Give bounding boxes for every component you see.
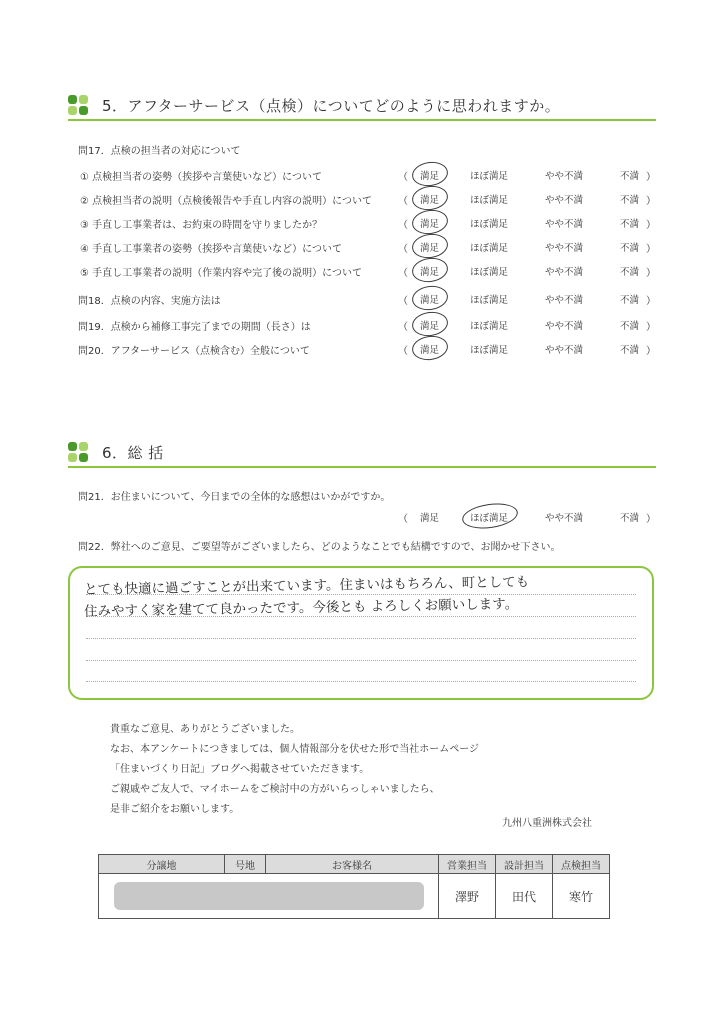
clover-icon (68, 442, 90, 464)
staff-table (98, 854, 610, 919)
option-q17-3-4[interactable]: 不満 (620, 219, 640, 230)
paren-open: （ (398, 196, 408, 207)
paren-open: （ (398, 220, 408, 231)
option-q18-1[interactable]: 満足 (420, 295, 440, 306)
section-6-rule (68, 466, 656, 468)
thanks-line-4: ご親戚やご友人で、マイホームをご検討中の方がいらっしゃいましたら、 (110, 784, 440, 795)
section-5-rule (68, 119, 656, 121)
paren-open: （ (398, 346, 408, 357)
comment-line-2: 住みやすく家を建てて良かったです。今後とも よろしくお願いします。 (83, 596, 519, 620)
paren-close: ） (646, 346, 656, 357)
option-q17-3-1[interactable]: 満足 (420, 219, 440, 230)
q17-item-2: ② 点検担当者の説明（点検後報告や手直し内容の説明）について (80, 196, 372, 207)
option-q19-4[interactable]: 不満 (620, 321, 640, 332)
paren-open: （ (398, 268, 408, 279)
thanks-line-2: なお、本アンケートにつきましては、個人情報部分を伏せた形で当社ホームページ (110, 744, 479, 755)
selected-circle-mark (411, 184, 450, 213)
selected-circle-mark (411, 284, 450, 313)
option-q19-3[interactable]: やや不満 (545, 321, 584, 332)
header-lot: 分譲地 (99, 855, 225, 874)
comment-line-1: とても快適に過ごすことが出来ています。住まいはもちろん、町としても (83, 574, 530, 598)
option-q18-3[interactable]: やや不満 (545, 295, 584, 306)
option-q17-2-1[interactable]: 満足 (420, 195, 440, 206)
option-q17-4-1[interactable]: 満足 (420, 243, 440, 254)
option-q17-1-2[interactable]: ほぼ満足 (470, 171, 509, 182)
option-q17-1-3[interactable]: やや不満 (545, 171, 584, 182)
header-inspection: 点検担当 (553, 855, 610, 874)
option-q17-4-2[interactable]: ほぼ満足 (470, 243, 509, 254)
paren-close: ） (646, 244, 656, 255)
company-name: 九州八重洲株式会社 (502, 818, 592, 829)
section-5-header (68, 93, 656, 119)
clover-icon (68, 95, 90, 117)
paren-close: ） (646, 196, 656, 207)
section-6-title: 6．総 括 (102, 444, 164, 462)
selected-circle-mark (411, 334, 450, 363)
sales-staff: 澤野 (439, 874, 496, 919)
selected-circle-mark (411, 208, 450, 237)
paren-close: ） (646, 268, 656, 279)
option-q17-5-3[interactable]: やや不満 (545, 267, 584, 278)
option-q17-5-2[interactable]: ほぼ満足 (470, 267, 509, 278)
selected-circle-mark (411, 160, 450, 189)
option-q17-1-4[interactable]: 不満 (620, 171, 640, 182)
option-q17-3-2[interactable]: ほぼ満足 (470, 219, 509, 230)
q17-title: 問17．点検の担当者の対応について (78, 146, 241, 157)
q22-label: 問22．弊社へのご意見、ご要望等がございましたら、どのようなことでも結構ですので、お聞かせ下さい。 (78, 542, 561, 553)
option-q19-1[interactable]: 満足 (420, 321, 440, 332)
q20-label: 問20．アフターサービス（点検含む）全般について (78, 346, 310, 357)
q17-item-5: ⑤ 手直し工事業者の説明（作業内容や完了後の説明）について (80, 268, 362, 279)
paren-open: （ (398, 514, 408, 525)
option-q20-2[interactable]: ほぼ満足 (470, 345, 509, 356)
option-q21-1[interactable]: 満足 (420, 513, 440, 524)
q17-item-4: ④ 手直し工事業者の姿勢（挨拶や言葉使いなど）について (80, 244, 342, 255)
option-q20-4[interactable]: 不満 (620, 345, 640, 356)
header-design: 設計担当 (496, 855, 553, 874)
paren-open: （ (398, 244, 408, 255)
option-q21-2[interactable]: ほぼ満足 (470, 513, 509, 524)
q17-item-3: ③ 手直し工事業者は、お約束の時間を守りましたか？ (80, 220, 323, 231)
option-q17-4-4[interactable]: 不満 (620, 243, 640, 254)
option-q17-3-3[interactable]: やや不満 (545, 219, 584, 230)
selected-circle-mark (461, 500, 520, 532)
header-lot-number: 号地 (225, 855, 266, 874)
option-q20-1[interactable]: 満足 (420, 345, 440, 356)
section-6-header (68, 440, 656, 466)
paren-open: （ (398, 322, 408, 333)
option-q17-2-3[interactable]: やや不満 (545, 195, 584, 206)
paren-close: ） (646, 514, 656, 525)
selected-circle-mark (411, 310, 450, 339)
section-5-title: 5．アフターサービス（点検）についてどのように思われますか。 (102, 97, 561, 115)
option-q17-1-1[interactable]: 満足 (420, 171, 440, 182)
selected-circle-mark (411, 232, 450, 261)
option-q20-3[interactable]: やや不満 (545, 345, 584, 356)
thanks-line-5: 是非ご紹介をお願いします。 (110, 804, 240, 815)
paren-open: （ (398, 296, 408, 307)
option-q21-4[interactable]: 不満 (620, 513, 640, 524)
option-q18-2[interactable]: ほぼ満足 (470, 295, 509, 306)
q18-label: 問18．点検の内容、実施方法は (78, 296, 221, 307)
inspection-staff: 寒竹 (553, 874, 610, 919)
q21-label: 問21．お住まいについて、今日までの全体的な感想はいかがですか。 (78, 492, 391, 503)
option-q17-2-2[interactable]: ほぼ満足 (470, 195, 509, 206)
option-q17-5-1[interactable]: 満足 (420, 267, 440, 278)
header-customer-name: お客様名 (266, 855, 439, 874)
paren-close: ） (646, 296, 656, 307)
option-q19-2[interactable]: ほぼ満足 (470, 321, 509, 332)
option-q17-2-4[interactable]: 不満 (620, 195, 640, 206)
q17-item-1: ① 点検担当者の姿勢（挨拶や言葉使いなど）について (80, 172, 322, 183)
thanks-line-3: 「住まいづくり日記」ブログへ掲載させていただきます。 (110, 764, 370, 775)
option-q17-4-3[interactable]: やや不満 (545, 243, 584, 254)
paren-close: ） (646, 172, 656, 183)
paren-close: ） (646, 322, 656, 333)
option-q21-3[interactable]: やや不満 (545, 513, 584, 524)
option-q18-4[interactable]: 不満 (620, 295, 640, 306)
paren-open: （ (398, 172, 408, 183)
selected-circle-mark (411, 256, 450, 285)
option-q17-5-4[interactable]: 不満 (620, 267, 640, 278)
q19-label: 問19．点検から補修工事完了までの期間（長さ）は (78, 322, 311, 333)
design-staff: 田代 (496, 874, 553, 919)
thanks-line-1: 貴重なご意見、ありがとうございました。 (110, 724, 300, 735)
header-sales: 営業担当 (439, 855, 496, 874)
paren-close: ） (646, 220, 656, 231)
redacted-customer-info (99, 874, 439, 919)
comment-box (68, 566, 654, 700)
